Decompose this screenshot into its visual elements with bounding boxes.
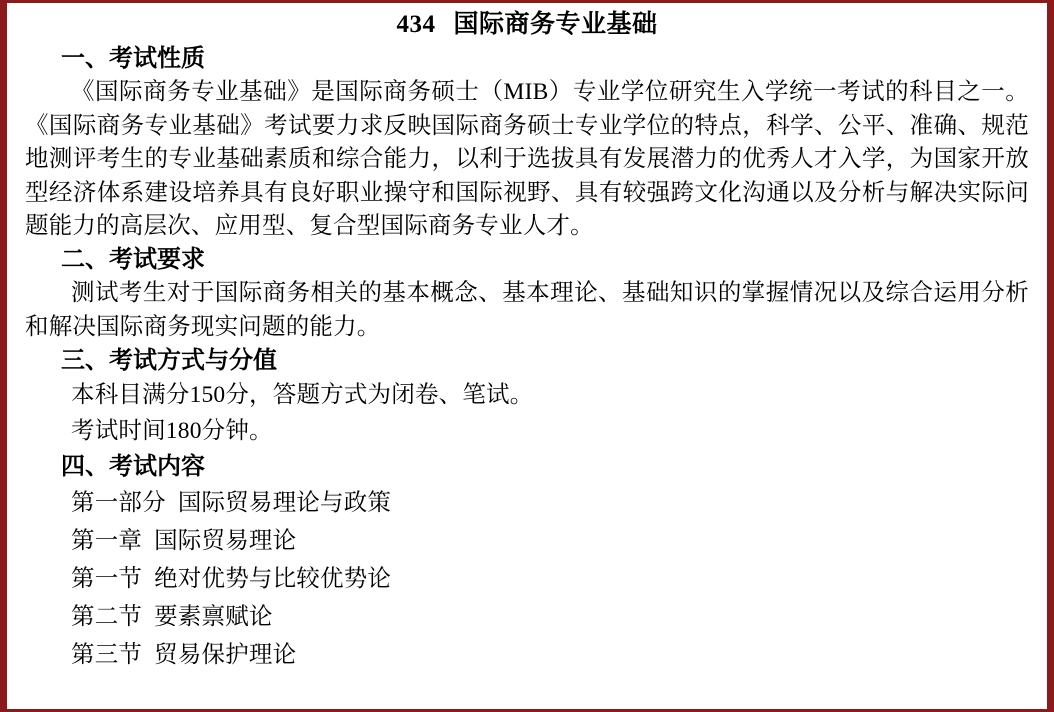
section-3-line-2: 考试时间180分钟。 [71,418,273,445]
toc-item-label: 第一章 [71,528,143,555]
subject-name: 国际商务专业基础 [453,11,658,38]
section-heading-4: 四、考试内容 [61,453,205,480]
section-1-paragraph-1: 《国际商务专业基础》是国际商务硕士（MIB）专业学位研究生入学统一考试的科目之一。《国际商务专业基础》考试要力求反映国际商务硕士专业学位的特点，科学、公平、准确、规范地测评考生的专业基础素质和综合能力，以利于选拔具有发展潜力的优秀人才入学，为国家开放型经济体系建设培养具有良好职业操守和国际视野、具有较强跨文化沟通以及分析与解决实际问题能力的高层次、应用型、复合型国际商务专业人才。 [25,79,1029,239]
section-heading-2: 二、考试要求 [61,247,205,274]
section-2-paragraph-1: 测试考生对于国际商务相关的基本概念、基本理论、基础知识的掌握情况以及综合运用分析和解决国际商务现实问题的能力。 [25,280,1029,340]
toc-item-text: 贸易保护理论 [154,642,297,669]
section-heading-3: 三、考试方式与分值 [61,348,277,375]
toc-item-text: 绝对优势与比较优势论 [154,566,392,593]
toc-item-chapter-1 [25,522,1029,560]
document-content [7,3,1047,709]
subject-code: 434 [396,11,436,38]
section-heading-1: 一、考试性质 [61,46,205,73]
toc-item-label: 第二节 [71,604,143,631]
toc-item-label: 第三节 [71,642,143,669]
toc-item-text: 国际贸易理论与政策 [177,489,392,516]
toc-item-part-1 [25,484,1029,522]
page-title [25,9,1029,40]
toc-item-text: 国际贸易理论 [154,528,297,555]
toc-item-text: 要素禀赋论 [154,604,273,631]
toc-item-section-1 [25,560,1029,598]
toc-item-label: 第一部分 [71,489,166,516]
toc-item-label: 第一节 [71,566,143,593]
section-3-line-1: 本科目满分150分，答题方式为闭卷、笔试。 [71,382,534,409]
toc-item-section-2 [25,598,1029,636]
toc-item-section-3 [25,636,1029,674]
